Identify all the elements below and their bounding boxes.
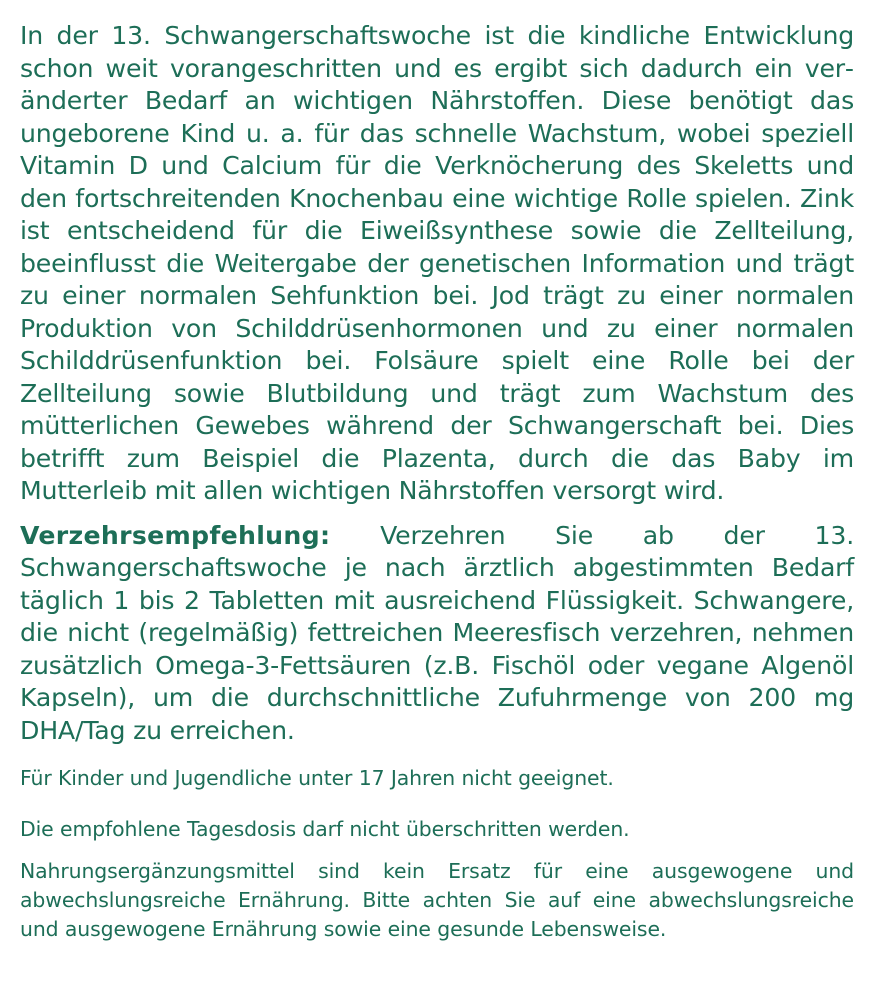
dosage-paragraph xyxy=(20,520,854,748)
dose-warning: Die empfohlene Tagesdosis darf nicht überschritten werden. xyxy=(20,817,630,841)
dosage-text: Verzehren Sie ab der 13. Schwangerschaftswoche je nach ärztlich abgestimmten Bedarf täglich 1 bis 2 Tabletten mit ausreichend Flüssigkeit. Schwangere, die nicht (regelmäßig) fettreichen Meeresfisch verzehren, nehmen zusätzlich Omega-3-Fettsäuren (z.B. Fischöl oder vegane Algenöl Kapseln), um die durchschnittliche Zufuhrmenge von 200 mg DHA/Tag zu erreichen. xyxy=(20,520,854,745)
dosage-label: Verzehrsempfehlung: xyxy=(20,520,331,550)
development-paragraph: In der 13. Schwangerschaftswoche ist die kindliche Entwicklung schon weit vorangeschritten und es ergibt sich dadurch ein veränderter Bedarf an wichtigen Nährstoffen. Diese benötigt das ungeborene Kind u. a. für das schnelle Wachstum, wobei speziell Vitamin D und Calcium für die Verknöcherung des Skeletts und den fortschreitenden Knochenbau eine wichtige Rolle spielen. Zink ist entscheidend für die Eiweißsynthese sowie die Zellteilung, beeinflusst die Weitergabe der genetischen Information und trägt zu einer normalen Sehfunktion bei. Jod trägt zu einer normalen Produktion von Schilddrüsenhormonen und zu einer normalen Schilddrüsenfunktion bei. Folsäure spielt eine Rolle bei der Zellteilung sowie Blutbildung und trägt zum Wachstum des mütterlichen Gewebes während der Schwangerschaft bei. Dies betrifft zum Beispiel die Plazenta, durch die das Baby im Mutterleib mit allen wichtigen Nährstoffen versorgt wird. xyxy=(20,21,854,505)
diet-warning: Nahrungsergänzungsmittel sind kein Ersatz für eine ausgewogene und abwechslungsreiche Ernährung. Bitte achten Sie auf eine abwechslungsreiche und ausgewogene Ernährung sowie eine gesunde Lebensweise. xyxy=(20,859,854,941)
age-warning: Für Kinder und Jugendliche unter 17 Jahren nicht geeignet. xyxy=(20,766,614,790)
label-text-block xyxy=(20,20,854,944)
